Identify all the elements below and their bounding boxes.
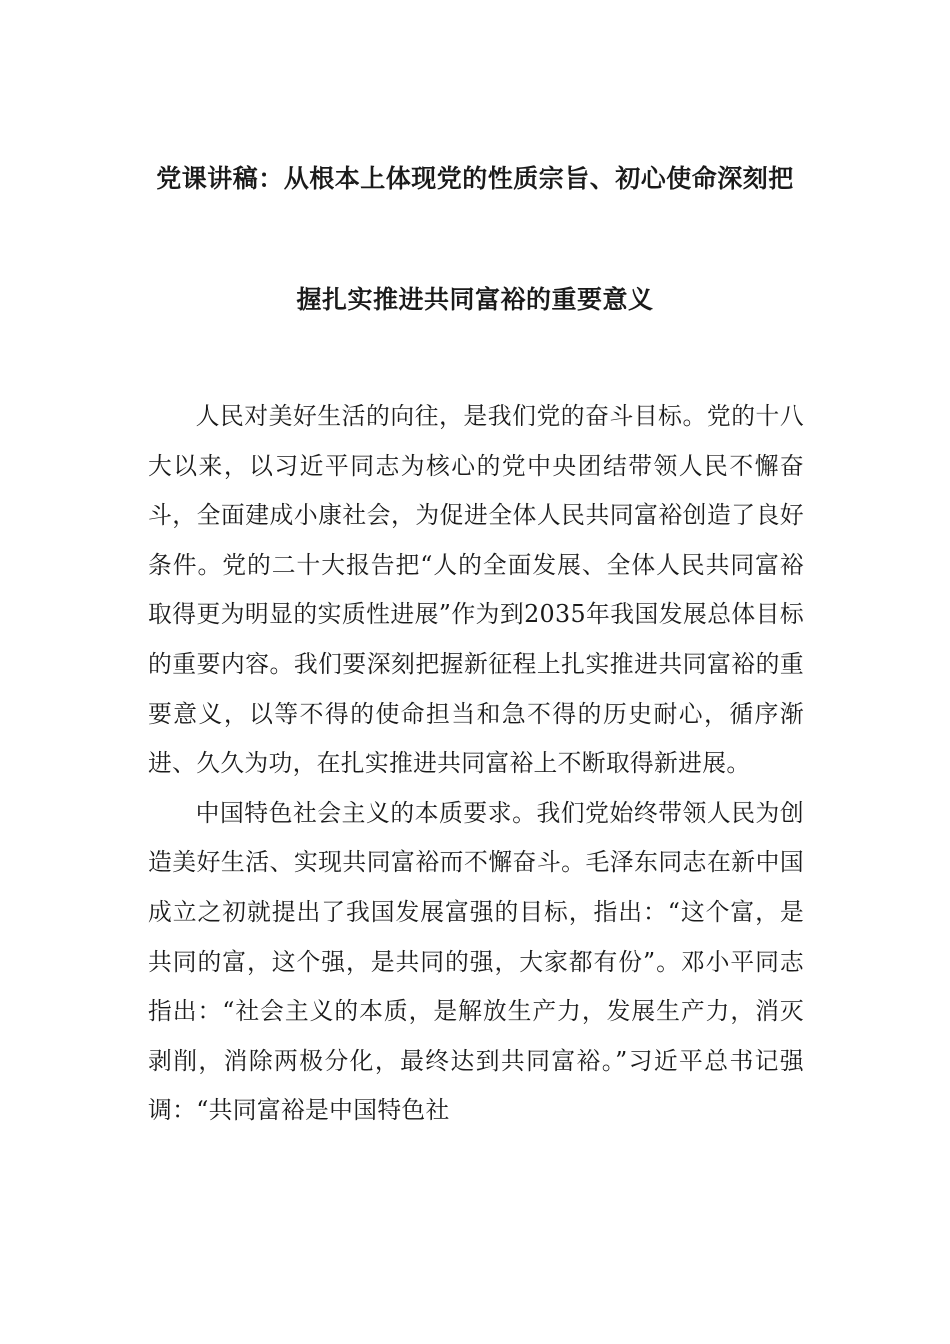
document-body [148,392,804,1136]
title-line-2: 握扎实推进共同富裕的重要意义 [296,285,654,314]
title-line-1: 党课讲稿：从根本上体现党的性质宗旨、初心使命深刻把 [156,164,794,193]
paragraph-2: 中国特色社会主义的本质要求。我们党始终带领人民为创造美好生活、实现共同富裕而不懈奋斗。毛泽东同志在新中国成立之初就提出了我国发展富强的目标，指出：“这个富，是共同的富，这个强，是共同的强，大家都有份”。邓小平同志指出：“社会主义的本质，是解放生产力，发展生产力，消灭剥削，消除两极分化，最终达到共同富裕。”习近平总书记强调：“共同富裕是中国特色社 [148,798,804,1125]
paragraph-1: 人民对美好生活的向往，是我们党的奋斗目标。党的十八大以来，以习近平同志为核心的党中央团结带领人民不懈奋斗，全面建成小康社会，为促进全体人民共同富裕创造了良好条件。党的二十大报告把“人的全面发展、全体人民共同富裕取得更为明显的实质性进展”作为到2035年我国发展总体目标的重要内容。我们要深刻把握新征程上扎实推进共同富裕的重要意义，以等不得的使命担当和急不得的历史耐心，循序渐进、久久为功，在扎实推进共同富裕上不断取得新进展。 [148,402,804,778]
